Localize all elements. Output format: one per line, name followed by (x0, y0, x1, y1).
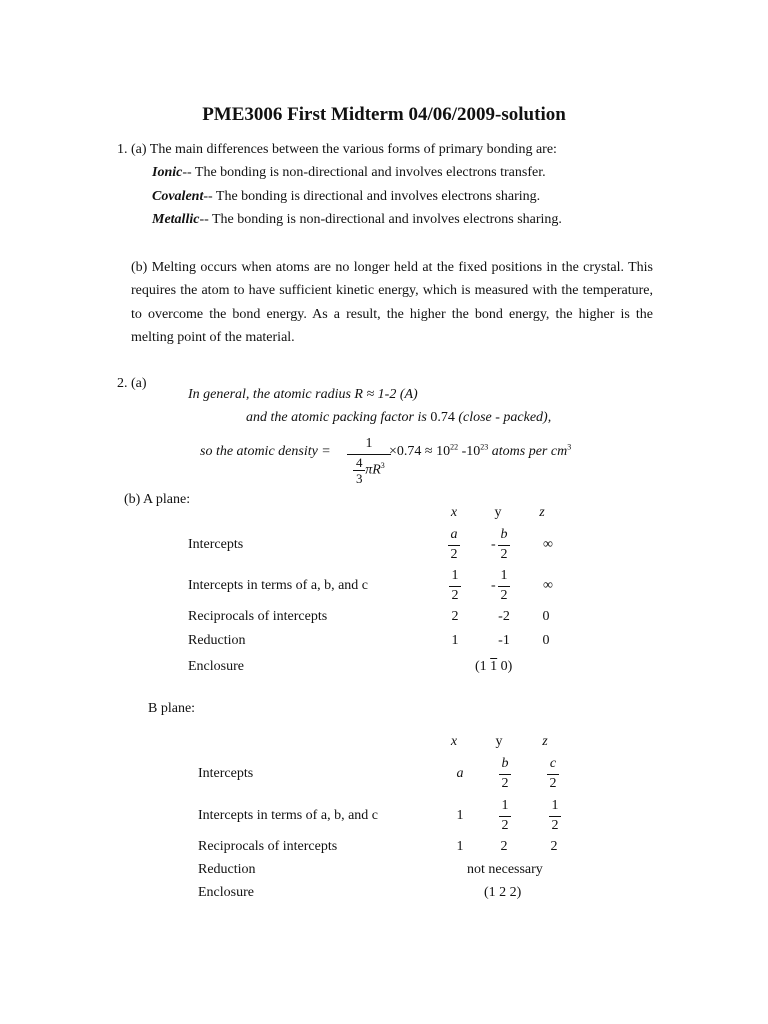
a-col-z: z (539, 505, 545, 520)
b-intercepts-y: b 2 (499, 756, 511, 792)
b-reduction-value: not necessary (467, 862, 543, 877)
b-terms-x: 1 (456, 808, 464, 823)
a-intercepts-y-sign: - (491, 537, 496, 552)
a-recip-z: 0 (542, 609, 550, 624)
a-terms-y-sign: - (491, 578, 496, 593)
a-row-reduction: Reduction (188, 633, 246, 648)
density-fraction: 1 $\frac{4}{3}$ $\pi R^3$ (347, 436, 391, 485)
a-recip-y: -2 (498, 609, 510, 624)
metallic-line (152, 212, 562, 228)
q2-line2: and the atomic packing factor is 0.74 (close - packed), (246, 410, 552, 425)
q2-line3-rest: $\times 0.74 \approx 10^{22}$ $-10^{23}$ atoms per $cm^3$ (389, 442, 572, 459)
b-intercepts-x: a (456, 766, 464, 781)
metallic-term: Metallic (152, 212, 200, 227)
ionic-term: Ionic (152, 165, 183, 180)
a-terms-y: 1 2 (498, 568, 510, 604)
b-intercepts-z: c 2 (547, 756, 559, 792)
q2a-label: 2. (a) (117, 376, 147, 391)
q2-line1: In general, the atomic radius R ≈ 1-2 (A) (188, 387, 418, 402)
a-row-reciprocals: Reciprocals of intercepts (188, 609, 328, 624)
a-terms-z: ∞ (543, 578, 553, 593)
a-row-enclosure: Enclosure (188, 659, 244, 674)
b-col-y: y (495, 734, 503, 749)
a-intercepts-y: b 2 (498, 527, 510, 563)
ionic-line (152, 165, 546, 181)
a-red-y: -1 (498, 633, 510, 648)
b-recip-y: 2 (500, 839, 508, 854)
a-row-intercepts-terms: Intercepts in terms of a, b, and c (188, 578, 368, 593)
a-recip-x: 2 (451, 609, 459, 624)
a-terms-x: 1 2 (449, 568, 461, 604)
b-row-reciprocals: Reciprocals of intercepts (198, 839, 338, 854)
covalent-line (152, 189, 540, 205)
a-col-x: x (450, 505, 458, 520)
b-plane-heading: B plane: (148, 701, 196, 716)
q1a-intro: 1. (a) The main differences between the various forms of primary bonding are: (117, 142, 557, 157)
a-red-z: 0 (542, 633, 550, 648)
b-enclosure-value: (1 2 2) (484, 885, 522, 900)
b-recip-z: 2 (550, 839, 558, 854)
ionic-text: -- The bonding is non-directional and involves electrons transfer. (182, 165, 546, 180)
a-row-intercepts: Intercepts (188, 537, 244, 552)
a-intercepts-z: ∞ (543, 537, 553, 552)
b-recip-x: 1 (456, 839, 464, 854)
q2-line3-prefix: so the atomic density = (200, 444, 331, 459)
b-row-enclosure: Enclosure (198, 885, 254, 900)
page-title: PME3006 First Midterm 04/06/2009-solution (202, 104, 566, 125)
b-col-z: z (542, 734, 548, 749)
a-col-y: y (494, 505, 502, 520)
b-terms-z: 1 2 (549, 798, 561, 834)
b-col-x: x (450, 734, 458, 749)
q1b-paragraph: (b) Melting occurs when atoms are no longer held at the fixed positions in the crystal. This requires the atom to have sufficient kinetic energy, which is measured with the temperature, to overcome the bond energy. As a result, the higher the bond energy, the higher is the melting point of the material. (131, 260, 653, 345)
b-row-intercepts: Intercepts (198, 766, 254, 781)
a-enclosure-value: (1 1 0) (475, 659, 513, 674)
b-terms-y: 1 2 (499, 798, 511, 834)
a-intercepts-x: a 2 (448, 527, 460, 563)
covalent-text: -- The bonding is directional and involves electrons sharing. (203, 189, 541, 204)
metallic-text: -- The bonding is non-directional and involves electrons sharing. (199, 212, 562, 227)
b-row-intercepts-terms: Intercepts in terms of a, b, and c (198, 808, 378, 823)
b-row-reduction: Reduction (198, 862, 256, 877)
a-plane-heading: (b) A plane: (124, 492, 191, 507)
covalent-term: Covalent (152, 189, 204, 204)
a-red-x: 1 (451, 633, 459, 648)
